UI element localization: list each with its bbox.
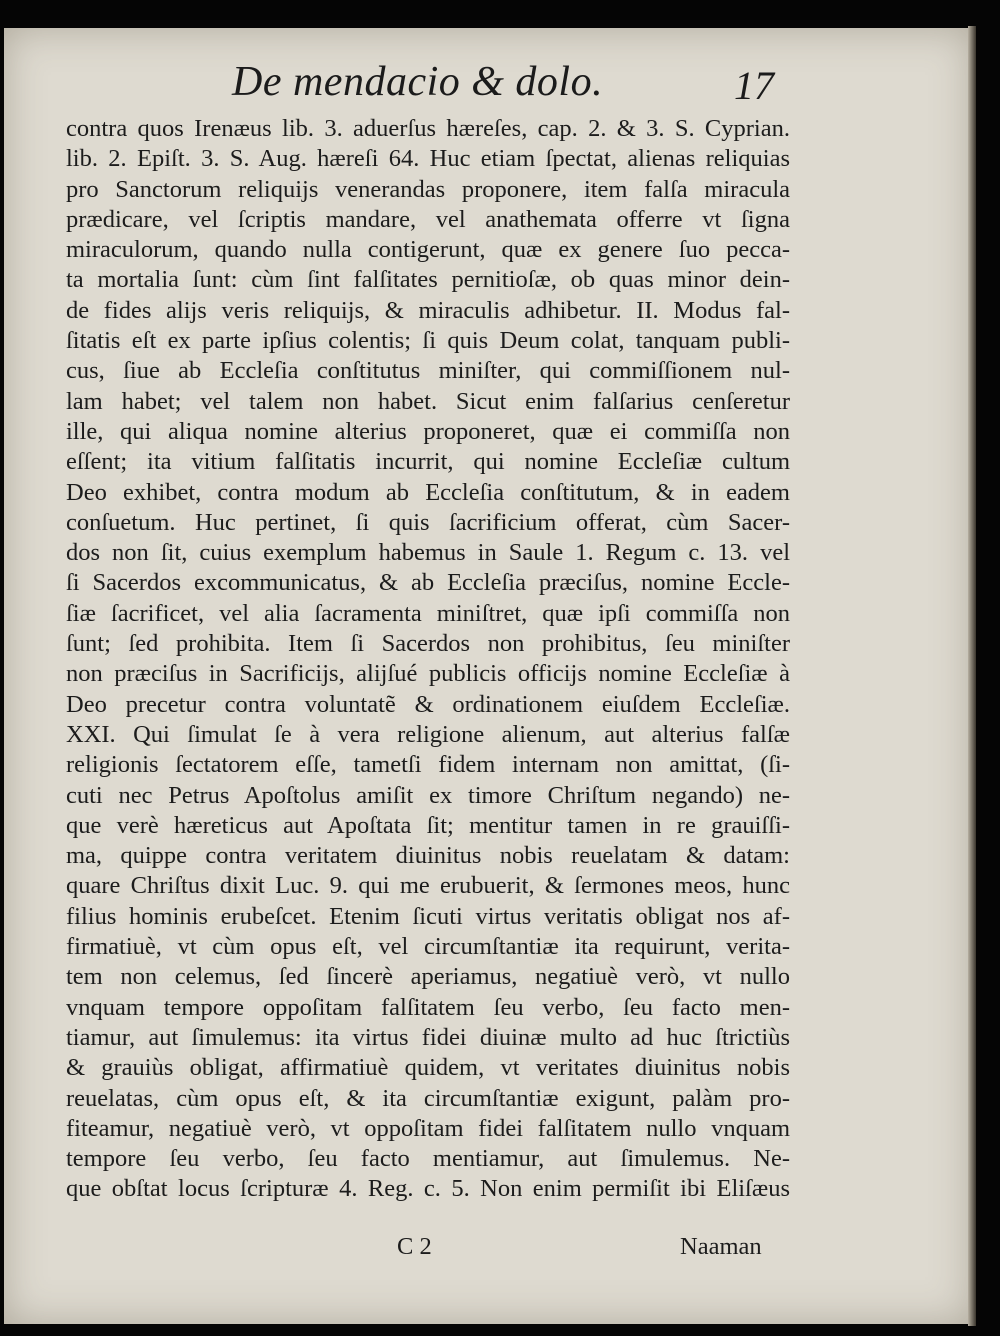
text-line: ſitatis eſt ex parte ipſius colentis; ſi quis Deum colat, tanquam publi- xyxy=(66,327,790,355)
text-line: cus, ſiue ab Eccleſia conſtitutus miniſter, qui commiſſionem nul- xyxy=(66,357,790,385)
page-edge xyxy=(968,26,976,1326)
text-line: tempore ſeu verbo, ſeu facto mentiamur, aut ſimulemus. Ne- xyxy=(66,1145,790,1173)
text-line: miraculorum, quando nulla contigerunt, quæ ex genere ſuo pecca- xyxy=(66,236,790,264)
text-line: quare Chriſtus dixit Luc. 9. qui me erubuerit, & ſermones meos, hunc xyxy=(66,872,790,900)
text-line: ſiæ ſacrificet, vel alia ſacramenta miniſtret, quæ ipſi commiſſa non xyxy=(66,599,790,627)
text-line: tiamur, aut ſimulemus: ita virtus fidei diuinæ multo ad huc ſtrictiùs xyxy=(66,1023,790,1051)
text-line: vnquam tempore oppoſitam falſitatem ſeu verbo, ſeu facto men- xyxy=(66,993,790,1021)
text-line: firmatiuè, vt cùm opus eſt, vel circumſtantiæ ita requirunt, verita- xyxy=(66,933,790,961)
text-line: lib. 2. Epiſt. 3. S. Aug. hæreſi 64. Huc etiam ſpectat, alienas reliquias xyxy=(66,145,790,173)
text-line: que obſtat locus ſcripturæ 4. Reg. c. 5. Non enim permiſit ibi Eliſæus xyxy=(66,1175,790,1203)
text-line: ille, qui aliqua nomine alterius proponeret, quæ ei commiſſa non xyxy=(66,417,790,445)
text-line: contra quos Irenæus lib. 3. aduerſus hæreſes, cap. 2. & 3. S. Cyprian. xyxy=(66,115,790,142)
signature-mark: C 2 xyxy=(397,1233,432,1260)
text-line: & grauiùs obligat, affirmatiuè quidem, vt veritates diuinitus nobis xyxy=(66,1054,790,1082)
text-line: eſſent; ita vitium falſitatis incurrit, qui nomine Eccleſiæ cultum xyxy=(66,448,790,476)
text-line: dos non ſit, cuius exemplum habemus in Saule 1. Regum c. 13. vel xyxy=(66,539,790,567)
text-line: reuelatas, cùm opus eſt, & ita circumſtantiæ exigunt, palàm pro- xyxy=(66,1084,790,1112)
text-line: de fides alijs veris reliquijs, & miraculis adhibetur. II. Modus fal- xyxy=(66,296,790,324)
text-line: ſunt; ſed prohibita. Item ſi Sacerdos non prohibitus, ſeu miniſter xyxy=(66,630,790,658)
catchword: Naaman xyxy=(680,1233,762,1260)
text-line: fiteamur, negatiuè verò, vt oppoſitam fidei falſitatem nullo vnquam xyxy=(66,1114,790,1142)
text-line: XXI. Qui ſimulat ſe à vera religione alienum, aut alterius falſæ xyxy=(66,720,790,748)
text-line: ma, quippe contra veritatem diuinitus nobis reuelatam & datam: xyxy=(66,842,790,870)
text-line: non præciſus in Sacrificijs, alijſué publicis officijs nomine Eccleſiæ à xyxy=(66,660,790,688)
page-number: 17 xyxy=(734,63,774,108)
text-line: pro Sanctorum reliquijs venerandas proponere, item falſa miracula xyxy=(66,175,790,203)
text-line: conſuetum. Huc pertinet, ſi quis ſacrificium offerat, cùm Sacer- xyxy=(66,508,790,536)
running-title: De mendacio & dolo. xyxy=(232,59,604,105)
page-header xyxy=(4,56,972,120)
book-page xyxy=(4,28,972,1324)
text-line: Deo precetur contra voluntatẽ & ordinationem eiuſdem Eccleſiæ. xyxy=(66,690,790,718)
text-line: prædicare, vel ſcriptis mandare, vel anathemata offerre vt ſigna xyxy=(66,205,790,233)
text-line: religionis ſectatorem eſſe, tametſi fidem internam non amittat, (ſi- xyxy=(66,751,790,779)
text-line: lam habet; vel talem non habet. Sicut enim falſarius cenſeretur xyxy=(66,387,790,415)
text-line: ta mortalia ſunt: cùm ſint falſitates pernitioſæ, ob quas minor dein- xyxy=(66,266,790,294)
text-line: ſi Sacerdos excommunicatus, & ab Eccleſia præciſus, nomine Eccle- xyxy=(66,569,790,597)
text-line: filius hominis erubeſcet. Etenim ſicuti virtus veritatis obligat nos af- xyxy=(66,902,790,930)
text-line: que verè hæreticus aut Apoſtata ſit; mentitur tamen in re grauiſſi- xyxy=(66,811,790,839)
text-line: tem non celemus, ſed ſincerè aperiamus, negatiuè verò, vt nullo xyxy=(66,963,790,991)
text-line: cuti nec Petrus Apoſtolus amiſit ex timore Chriſtum negando) ne- xyxy=(66,781,790,809)
body-text xyxy=(66,114,790,1205)
page-footer xyxy=(4,1233,972,1267)
text-line: Deo exhibet, contra modum ab Eccleſia conſtitutum, & in eadem xyxy=(66,478,790,506)
